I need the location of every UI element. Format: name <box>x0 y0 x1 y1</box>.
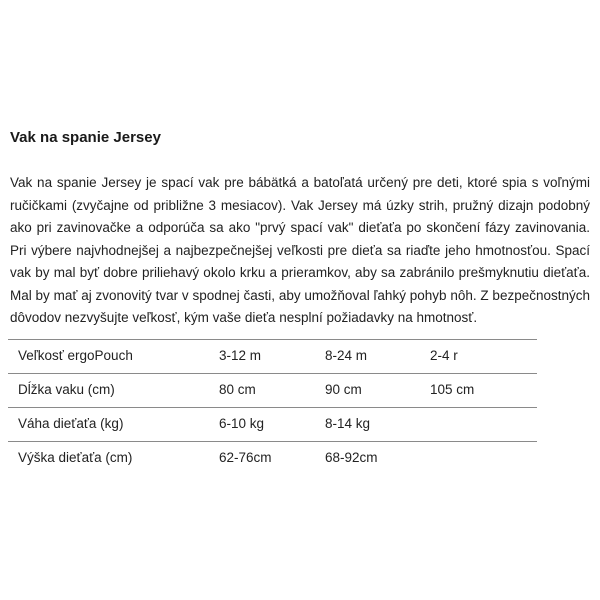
cell-child-height-2: 68-92cm <box>325 449 378 465</box>
table-row-child-weight <box>8 407 537 441</box>
row-label-child-height: Výška dieťaťa (cm) <box>18 449 133 465</box>
size-table <box>8 339 537 475</box>
cell-size-2: 8-24 m <box>325 347 368 363</box>
cell-bag-length-1: 80 cm <box>219 381 256 397</box>
cell-child-height-3 <box>430 441 537 475</box>
row-label-size: Veľkosť ergoPouch <box>18 347 133 363</box>
page-title: Vak na spanie Jersey <box>10 129 161 146</box>
row-label-child-weight: Váha dieťaťa (kg) <box>18 415 124 431</box>
cell-bag-length-2: 90 cm <box>325 381 362 397</box>
cell-child-weight-2: 8-14 kg <box>325 415 371 431</box>
cell-child-height-1: 62-76cm <box>219 449 272 465</box>
cell-size-3: 2-4 r <box>430 347 458 363</box>
cell-child-weight-1: 6-10 kg <box>219 415 265 431</box>
table-row-size <box>8 339 537 373</box>
cell-child-weight-3 <box>430 407 537 441</box>
table-row-child-height <box>8 441 537 475</box>
table-row-bag-length <box>8 373 537 407</box>
row-label-bag-length: Dĺžka vaku (cm) <box>18 381 115 397</box>
cell-size-1: 3-12 m <box>219 347 262 363</box>
cell-bag-length-3: 105 cm <box>430 381 475 397</box>
product-description: Vak na spanie Jersey je spací vak pre bábätká a batoľatá určený pre deti, ktoré spia s voľnými ručičkami (zvyčajne od približne 3 mesiacov). Vak Jersey má úzky strih, pružný dizajn podobný ako pri zavinovačke a odporúča sa ako "prvý spací vak" dieťaťa po skončení fázy zavinovania. Pri výbere najvhodnejšej a najbezpečnejšej veľkosti pre dieťa sa riaďte jeho hmotnosťou. Spací vak by mal byť dobre priliehavý okolo krku a prieramkov, aby sa zabránilo prešmyknutiu dieťaťa. Mal by mať aj zvonovitý tvar v spodnej časti, aby umožňoval ľahký pohyb nôh. Z bezpečnostných dôvodov nezvyšujte veľkosť, kým vaše dieťa nesplní požiadavky na hmotnosť. <box>10 175 590 325</box>
